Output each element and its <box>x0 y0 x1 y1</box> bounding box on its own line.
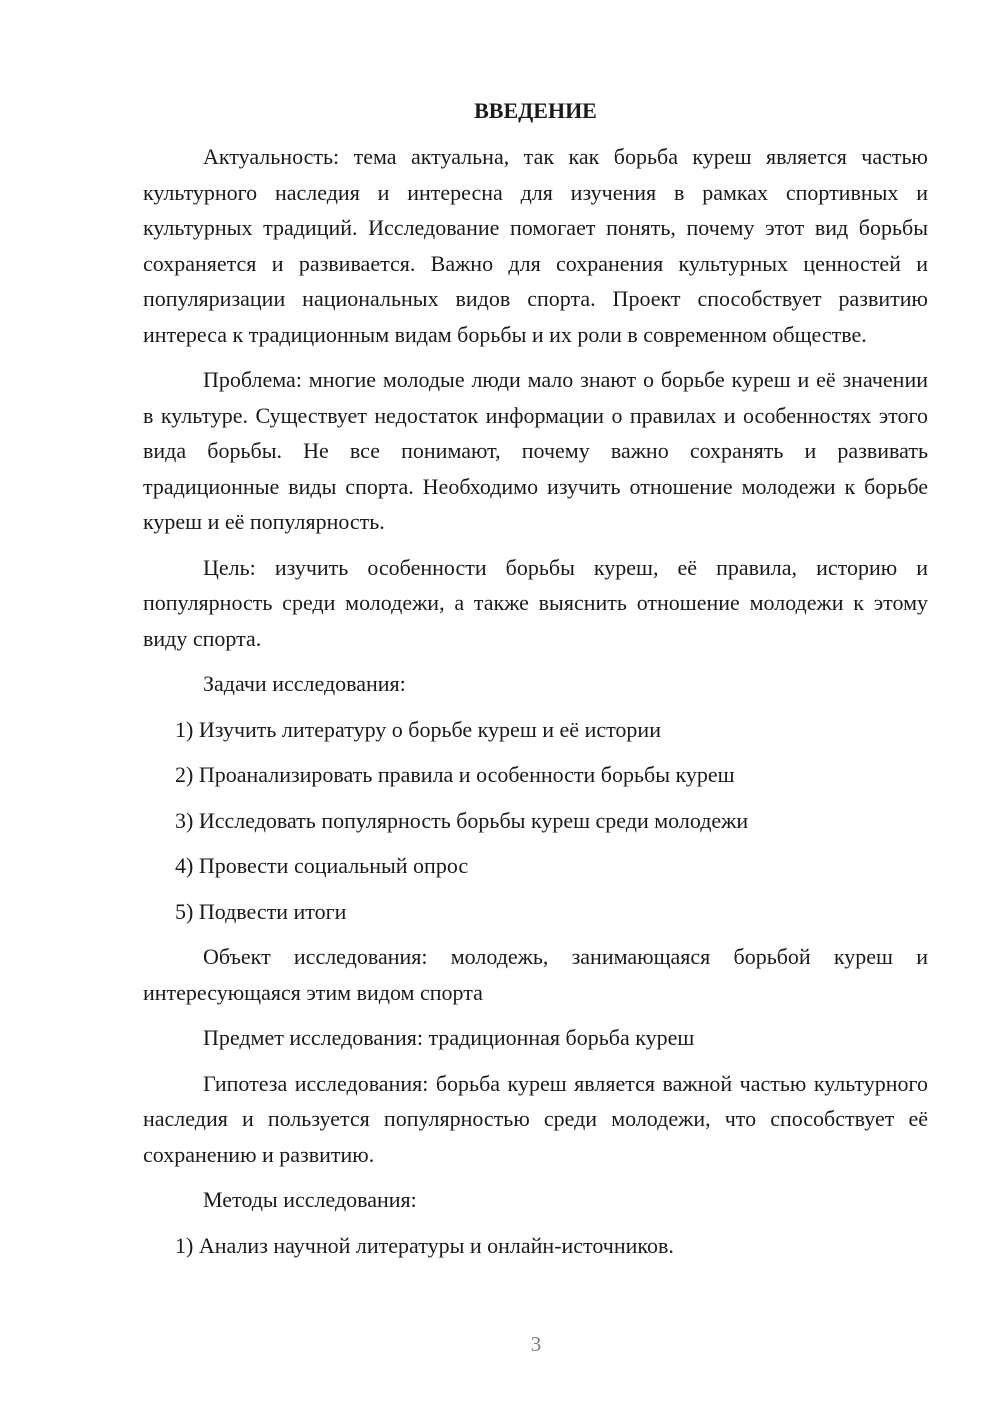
methods-title: Методы исследования: <box>203 1187 417 1212</box>
task-item-5: 5) Подвести итоги <box>175 898 347 924</box>
object-paragraph: Объект исследования: молодежь, занимающаяся борьбой куреш и интересующаяся этим видом спорта <box>143 944 928 1005</box>
hypothesis-paragraph: Гипотеза исследования: борьба куреш является важной частью культурного наследия и пользуется популярностью среди молодежи, что способствует её сохранению и развитию. <box>143 1070 928 1167</box>
problem-paragraph: Проблема: многие молодые люди мало знают о борьбе куреш и её значении в культуре. Существует недостаток информации о правилах и особенностях этого вида борьбы. Не все понимают, почему важно сохранять и развивать традиционные виды спорта. Необходимо изучить отношение молодежи к борьбе куреш и её популярность. <box>143 367 928 534</box>
task-item-2: 2) Проанализировать правила и особенности борьбы куреш <box>175 762 735 787</box>
task-item-3: 3) Исследовать популярность борьбы куреш среди молодежи <box>175 807 749 833</box>
goal-paragraph: Цель: изучить особенности борьбы куреш, её правила, историю и популярность среди молодежи, а также выяснить отношение молодежи к этому виду спорта. <box>143 554 928 651</box>
page-content <box>143 93 928 1273</box>
method-item-1: 1) Анализ научной литературы и онлайн-источников. <box>175 1232 674 1258</box>
subject-line: Предмет исследования: традиционная борьба куреш <box>203 1025 695 1050</box>
page-number: 3 <box>530 1332 542 1356</box>
relevance-paragraph: Актуальность: тема актуальна, так как борьба куреш является частью культурного наследия и интересна для изучения в рамках спортивных и культурных традиций. Исследование помогает понять, почему этот вид борьбы сохраняется и развивается. Важно для сохранения культурных ценностей и популяризации национальных видов спорта. Проект способствует развитию интереса к традиционным видам борьбы и их роли в современном обществе. <box>143 144 928 347</box>
task-item-4: 4) Провести социальный опрос <box>175 853 469 878</box>
tasks-title: Задачи исследования: <box>203 671 406 696</box>
section-heading: ВВЕДЕНИЕ <box>474 98 597 123</box>
task-item-1: 1) Изучить литературу о борьбе куреш и её истории <box>175 716 661 742</box>
